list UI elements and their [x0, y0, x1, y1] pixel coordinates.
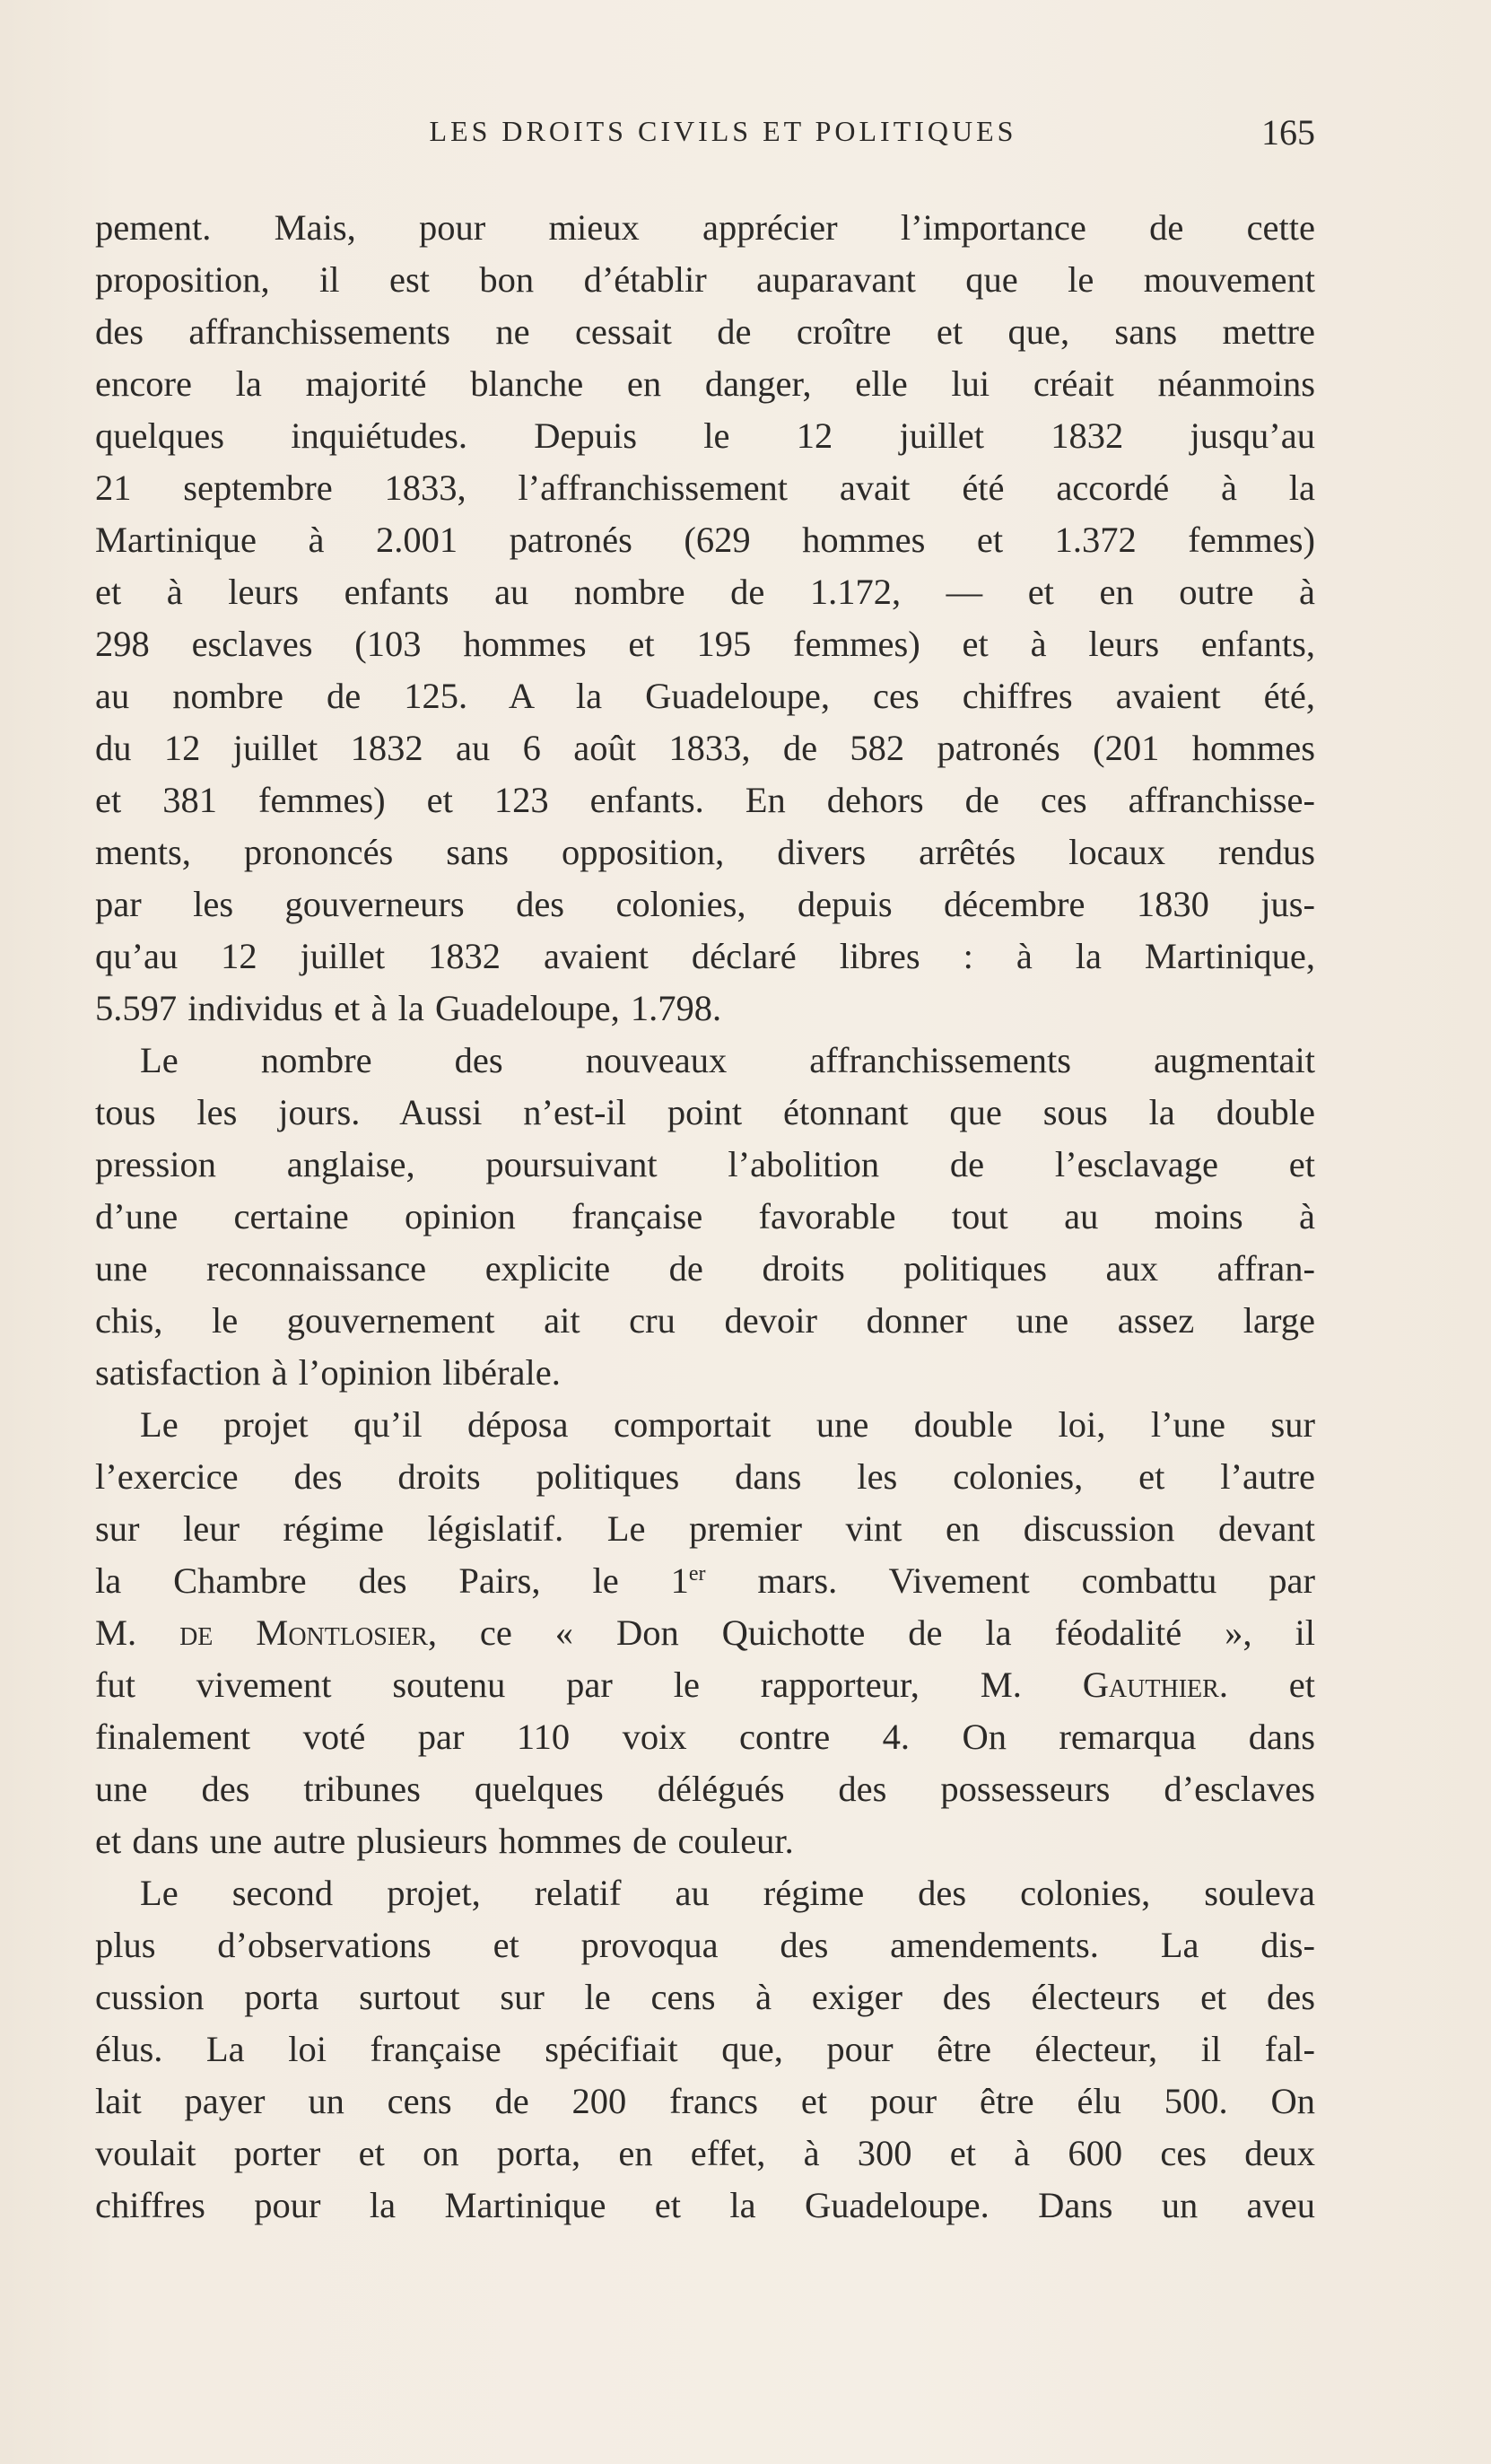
- text-run: fut vivement soutenu par le rapporteur, M.: [95, 1665, 1083, 1705]
- text-run: . et: [1218, 1665, 1315, 1705]
- text-line: quelques inquiétudes. Depuis le 12 juillet 1832 jusqu’au: [95, 415, 1315, 456]
- text-line: des affranchissements ne cessait de croître et que, sans mettre: [95, 311, 1315, 352]
- text-line: une reconnaissance explicite de droits politiques aux affran-: [95, 1248, 1315, 1289]
- text-line: pression anglaise, poursuivant l’abolition de l’esclavage et: [95, 1144, 1315, 1184]
- text-run: la Chambre des Pairs, le 1: [95, 1560, 689, 1601]
- running-title: LES DROITS CIVILS ET POLITIQUES: [429, 115, 1017, 147]
- text-line: et à leurs enfants au nombre de 1.172, — et en outre à: [95, 572, 1315, 612]
- text-line: chis, le gouvernement ait cru devoir donner une assez large: [95, 1300, 1315, 1341]
- text-line: élus. La loi française spécifiait que, pour être électeur, il fal-: [95, 2029, 1315, 2069]
- page-number: 165: [1261, 112, 1315, 153]
- text-line: au nombre de 125. A la Guadeloupe, ces chiffres avaient été,: [95, 676, 1315, 716]
- text-line: une des tribunes quelques délégués des possesseurs d’esclaves: [95, 1769, 1315, 1809]
- text-line: et dans une autre plusieurs hommes de couleur.: [95, 1821, 794, 1861]
- text-line: proposition, il est bon d’établir auparavant que le mouvement: [95, 259, 1315, 300]
- text-line: pement. Mais, pour mieux apprécier l’importance de cette: [95, 207, 1315, 248]
- text-line: plus d’observations et provoqua des amendements. La dis-: [95, 1925, 1315, 1965]
- text-line: l’exercice des droits politiques dans les colonies, et l’autre: [95, 1456, 1315, 1497]
- text-line: 21 septembre 1833, l’affranchissement avait été accordé à la: [95, 467, 1315, 508]
- body-text: [95, 202, 1315, 2232]
- text-line: [95, 1659, 1315, 1711]
- text-line: [95, 1555, 1315, 1607]
- running-head: [95, 112, 1315, 160]
- paragraph-start: Le nombre des nouveaux affranchissements augmentait: [140, 1040, 1315, 1080]
- text-line: voulait porter et on porta, en effet, à 300 et à 600 ces deux: [95, 2133, 1315, 2173]
- text-line: 5.597 individus et à la Guadeloupe, 1.798.: [95, 988, 722, 1028]
- text-line: finalement voté par 110 voix contre 4. On remarqua dans: [95, 1717, 1315, 1757]
- text-run: , ce « Don Quichotte de la féodalité », il: [427, 1612, 1315, 1653]
- text-line: tous les jours. Aussi n’est-il point étonnant que sous la double: [95, 1092, 1315, 1132]
- text-run: mars. Vivement combattu par: [705, 1560, 1315, 1601]
- text-line: chiffres pour la Martinique et la Guadeloupe. Dans un aveu: [95, 2185, 1315, 2225]
- paragraph-start: Le second projet, relatif au régime des colonies, souleva: [140, 1873, 1315, 1913]
- text-line: qu’au 12 juillet 1832 avaient déclaré libres : à la Martinique,: [95, 936, 1315, 976]
- text-line: Martinique à 2.001 patronés (629 hommes et 1.372 femmes): [95, 520, 1315, 560]
- text-line: du 12 juillet 1832 au 6 août 1833, de 582 patronés (201 hommes: [95, 728, 1315, 768]
- person-name: Gauthier: [1082, 1665, 1219, 1705]
- text-line: lait payer un cens de 200 francs et pour être élu 500. On: [95, 2081, 1315, 2121]
- text-line: d’une certaine opinion française favorable tout au moins à: [95, 1196, 1315, 1236]
- text-line: par les gouverneurs des colonies, depuis décembre 1830 jus-: [95, 884, 1315, 924]
- text-line: ments, prononcés sans opposition, divers arrêtés locaux rendus: [95, 832, 1315, 872]
- superscript: er: [688, 1562, 706, 1586]
- text-line: et 381 femmes) et 123 enfants. En dehors de ces affranchisse-: [95, 780, 1315, 820]
- text-line: [95, 1607, 1315, 1659]
- text-line: 298 esclaves (103 hommes et 195 femmes) et à leurs enfants,: [95, 624, 1315, 664]
- text-line: encore la majorité blanche en danger, elle lui créait néanmoins: [95, 363, 1315, 404]
- text-line: cussion porta surtout sur le cens à exiger des électeurs et des: [95, 1977, 1315, 2017]
- paragraph-start: Le projet qu’il déposa comportait une double loi, l’une sur: [140, 1404, 1315, 1445]
- text-run: M.: [95, 1612, 180, 1653]
- person-name: de Montlosier: [179, 1612, 428, 1653]
- text-line: satisfaction à l’opinion libérale.: [95, 1352, 561, 1393]
- text-line: sur leur régime législatif. Le premier vint en discussion devant: [95, 1508, 1315, 1549]
